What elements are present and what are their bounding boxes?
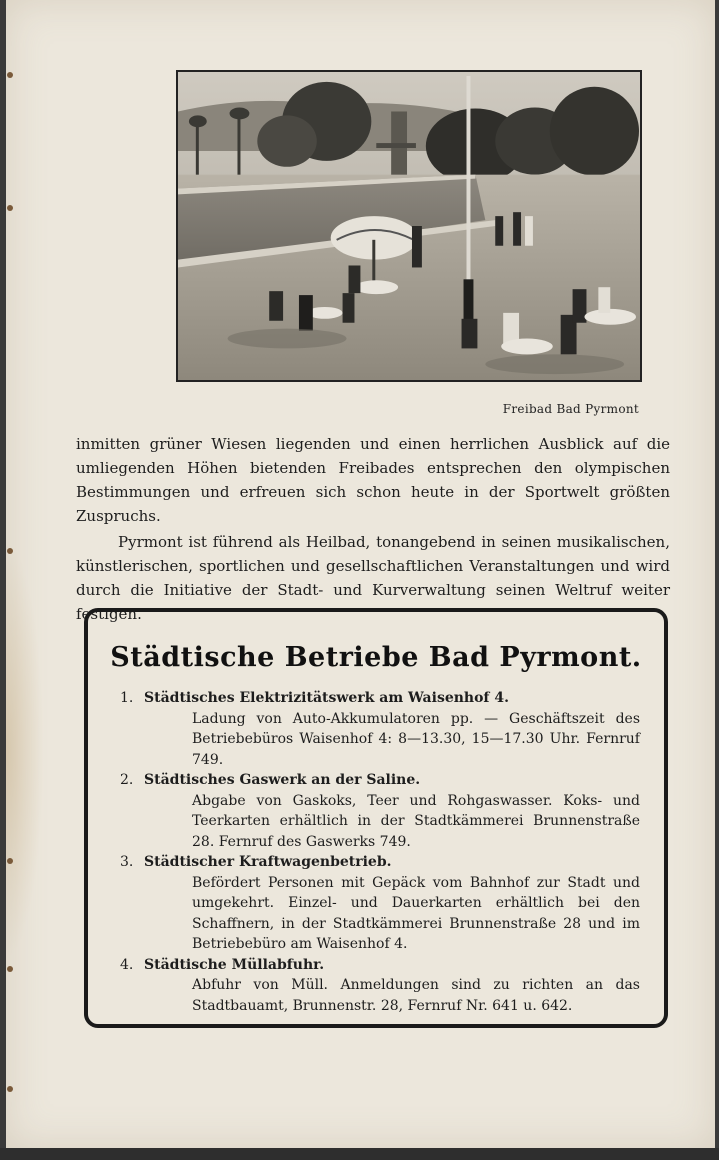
photo-caption: Freibad Bad Pyrmont xyxy=(502,402,639,416)
item-heading: Städtischer Kraftwagenbetrieb. xyxy=(144,854,392,870)
item-description: Ladung von Auto-Akkumulatoren pp. — Geschäftszeit des Betriebebüros Waisenhof 4: 8—13.30, 15—17.30 Uhr. Fernruf 749. xyxy=(192,710,640,768)
item-description: Abfuhr von Müll. Anmeldungen sind zu richten an das Stadtbauamt, Brunnenstr. 28, Fernruf Nr. 641 u. 642. xyxy=(192,977,640,1014)
list-item xyxy=(120,688,640,770)
item-number: 2. xyxy=(120,772,134,788)
binding-hole xyxy=(7,548,13,554)
binding-hole xyxy=(7,966,13,972)
binding-hole xyxy=(7,205,13,211)
paper-stain xyxy=(6,540,44,960)
book-page xyxy=(6,0,715,1148)
item-number: 3. xyxy=(120,854,134,870)
binding-hole xyxy=(7,72,13,78)
list-item xyxy=(120,770,640,852)
municipal-services-box xyxy=(84,608,668,1028)
item-description: Abgabe von Gaskoks, Teer und Rohgaswasser. Koks- und Teerkarten erhältlich in der Stadtkämmerei Brunnenstraße 28. Fernruf des Gaswerks 749. xyxy=(192,792,640,850)
item-heading: Städtisches Elektrizitätswerk am Waisenhof 4. xyxy=(144,690,509,706)
pool-scene-image xyxy=(178,72,640,380)
item-description: Befördert Personen mit Gepäck vom Bahnhof zur Stadt und umgekehrt. Einzel- und Dauerkarten erhältlich bei den Schaffnern, in der Stadtkämmerei Brunnenstraße 28 und im Betriebebüro am Waisenhof 4. xyxy=(192,874,640,952)
services-list xyxy=(120,688,640,1016)
paragraph-freibad: inmitten grüner Wiesen liegenden und einen herrlichen Ausblick auf die umliegenden Höhen bietenden Freibades entsprechen den olympischen Bestimmungen und erfreuen sich schon heute in der Sportwelt größten Zuspruchs. xyxy=(76,435,670,525)
item-number: 4. xyxy=(120,956,134,973)
body-text xyxy=(76,432,670,626)
box-title: Städtische Betriebe Bad Pyrmont. xyxy=(110,642,642,673)
binding-hole xyxy=(7,1086,13,1092)
paragraph-pyrmont: Pyrmont ist führend als Heilbad, tonangebend in seinen musikalischen, künstlerischen, sportlichen und gesellschaftlichen Veranstaltungen und wird durch die Initiative der Stadt- und Kurverwaltung seinen Weltruf weiter festigen. xyxy=(76,533,670,623)
page-bottom-edge xyxy=(0,1148,719,1160)
pool-photograph xyxy=(176,70,642,382)
item-number: 1. xyxy=(120,690,134,706)
binding-hole xyxy=(7,858,13,864)
item-heading: Städtisches Gaswerk an der Saline. xyxy=(144,772,421,788)
item-heading: Städtische Müllabfuhr. xyxy=(144,956,325,973)
list-item xyxy=(120,955,640,1017)
list-item xyxy=(120,852,640,955)
